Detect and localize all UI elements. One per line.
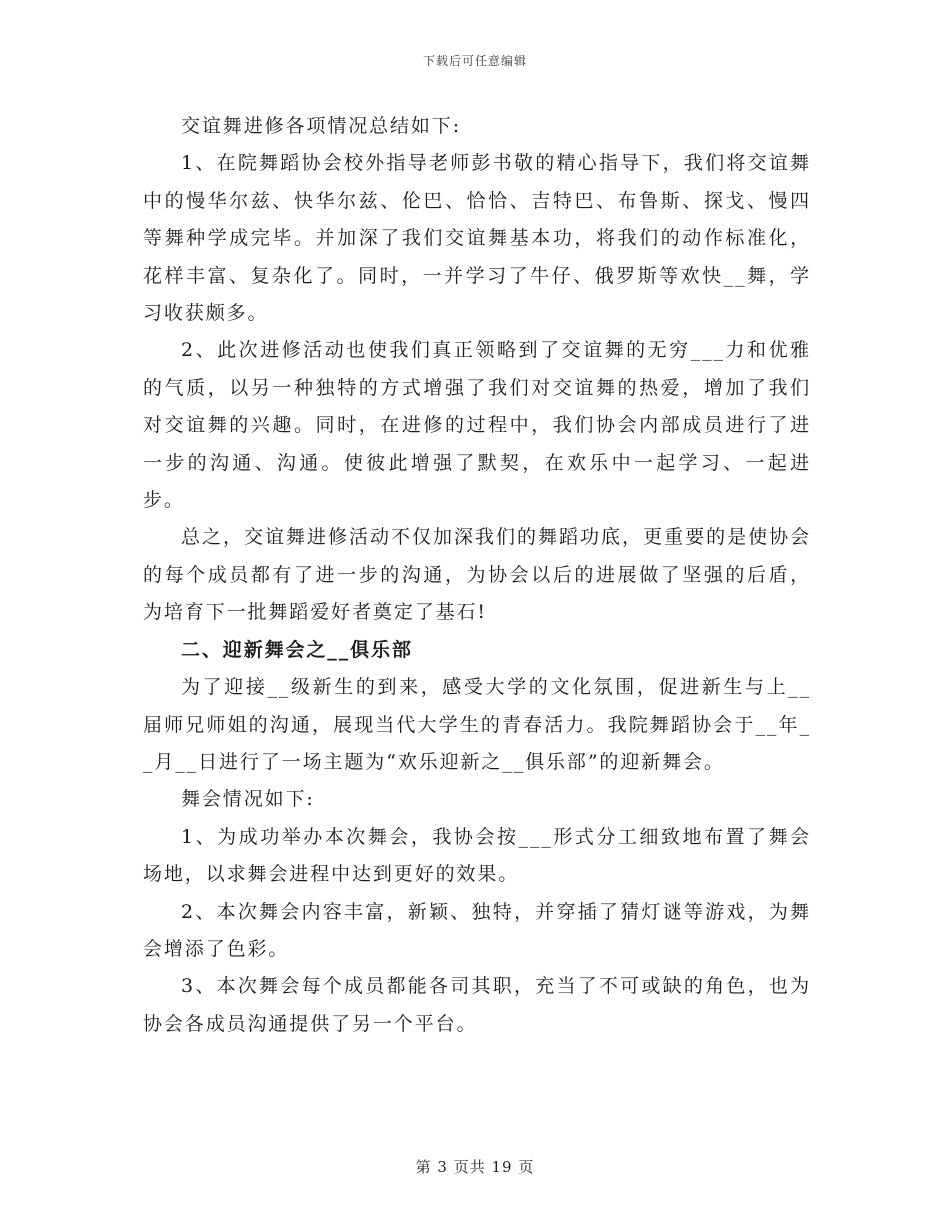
paragraph-dance-item-2: 2、本次舞会内容丰富，新颖、独特，并穿插了猜灯谜等游戏，为舞会增添了色彩。: [143, 900, 811, 960]
paragraph-dance-status: 舞会情况如下:: [181, 788, 315, 811]
section-heading: 二、迎新舞会之__俱乐部: [181, 638, 413, 661]
paragraph-dance-item-1: 1、为成功举办本次舞会，我协会按___形式分工细致地布置了舞会场地，以求舞会进程中达到更好的效果。: [143, 825, 811, 886]
paragraph-dance-item-3: 3、本次舞会每个成员都能各司其职，充当了不可或缺的角色，也为协会各成员沟通提供了另一个平台。: [143, 975, 811, 1035]
paragraph-summary-intro: 交谊舞进修各项情况总结如下:: [181, 115, 462, 137]
paragraph-conclusion: 总之，交谊舞进修活动不仅加深我们的舞蹈功底，更重要的是使协会的每个成员都有了进一步的沟通，为协会以后的进展做了坚强的后盾，为培育下一批舞蹈爱好者奠定了基石!: [143, 526, 811, 624]
page-footer: 第 3 页共 19 页: [415, 1158, 535, 1176]
paragraph-item-1: 1、在院舞蹈协会校外指导老师彭书敬的精心指导下，我们将交谊舞中的慢华尔兹、快华尔兹、伦巴、恰恰、吉特巴、布鲁斯、探戈、慢四等舞种学成完毕。并加深了我们交谊舞基本功，将我们的动作标准化，花样丰富、复杂化了。同时，一并学习了牛仔、俄罗斯等欢快__舞，学习收获颇多。: [143, 152, 811, 325]
paragraph-item-2: 2、此次进修活动也使我们真正领略到了交谊舞的无穷___力和优雅的气质，以另一种独特的方式增强了我们对交谊舞的热爱，增加了我们对交谊舞的兴趣。同时，在进修的过程中，我们协会内部成员进行了进一步的沟通、沟通。使彼此增强了默契，在欢乐中一起学习、一起进步。: [143, 339, 811, 512]
page-header: 下载后可任意编辑: [422, 54, 527, 68]
paragraph-welcome-intro: 为了迎接__级新生的到来，感受大学的文化氛围，促进新生与上__届师兄师姐的沟通，展现当代大学生的青春活力。我院舞蹈协会于__年__月__日进行了一场主题为“欢乐迎新之__俱乐部”的迎新舞会。: [143, 676, 811, 773]
document-body: [143, 108, 811, 1043]
